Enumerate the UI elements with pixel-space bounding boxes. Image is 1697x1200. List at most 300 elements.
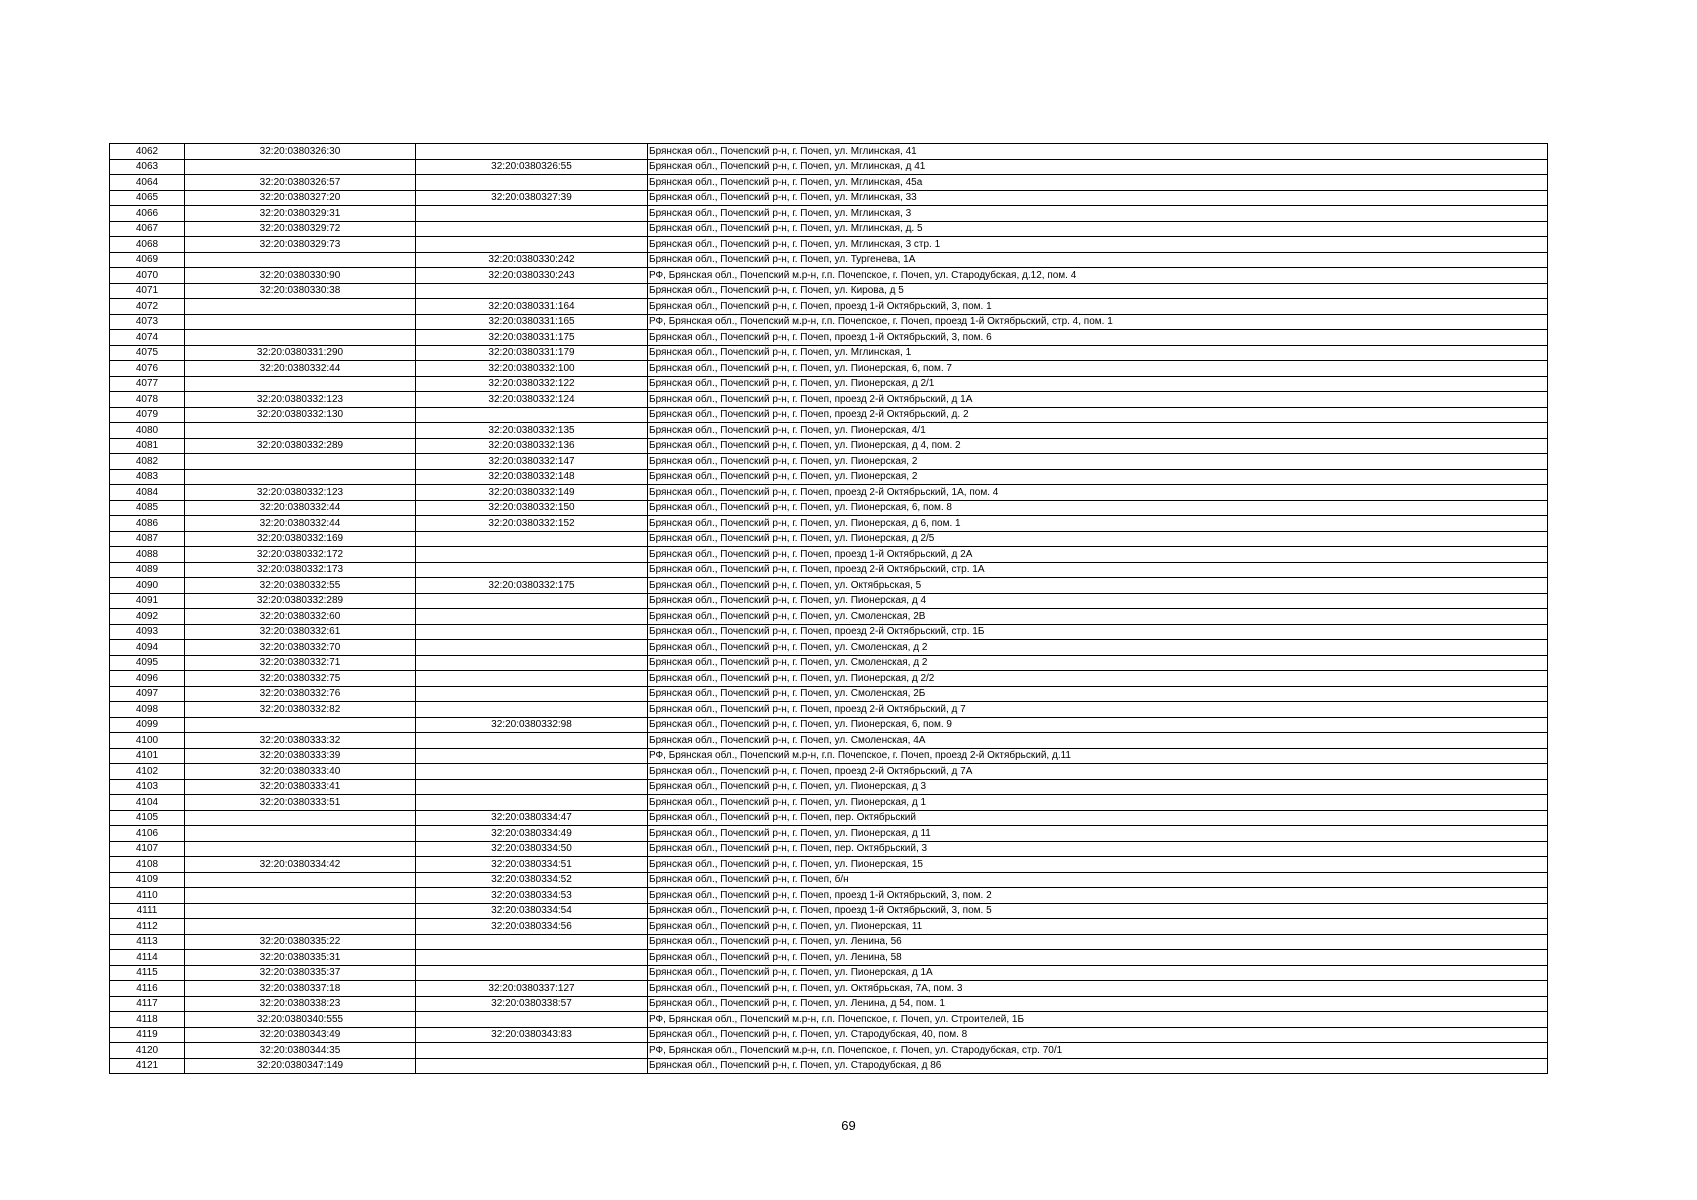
cadastral-number-cell [185,454,416,470]
cadastral-number-cell: 32:20:0380332:61 [185,624,416,640]
row-number: 4093 [110,624,185,640]
cadastral-number-cell: 32:20:0380332:70 [185,640,416,656]
row-number: 4071 [110,283,185,299]
table-row [110,531,1548,547]
related-cadastral-number-cell: 32:20:0380331:164 [416,299,648,315]
row-number: 4082 [110,454,185,470]
address-cell: Брянская обл., Почепский р-н, г. Почеп, ул. Стародубская, 40, пом. 8 [648,1027,1548,1043]
related-cadastral-number-cell: 32:20:0380332:135 [416,423,648,439]
related-cadastral-number-cell: 32:20:0380332:175 [416,578,648,594]
table-row [110,733,1548,749]
related-cadastral-number-cell [416,547,648,563]
row-number: 4072 [110,299,185,315]
related-cadastral-number-cell [416,1058,648,1074]
address-cell: Брянская обл., Почепский р-н, г. Почеп, ул. Смоленская, 2В [648,609,1548,625]
row-number: 4090 [110,578,185,594]
row-number: 4096 [110,671,185,687]
related-cadastral-number-cell [416,748,648,764]
related-cadastral-number-cell: 32:20:0380334:49 [416,826,648,842]
address-cell: Брянская обл., Почепский р-н, г. Почеп, ул. Стародубская, д 86 [648,1058,1548,1074]
address-cell: Брянская обл., Почепский р-н, г. Почеп, ул. Мглинская, 45а [648,175,1548,191]
cadastral-number-cell: 32:20:0380335:31 [185,950,416,966]
address-cell: РФ, Брянская обл., Почепский м.р-н, г.п. Почепское, г. Почеп, проезд 1-й Октябрьский, стр. 4, пом. 1 [648,314,1548,330]
cadastral-number-cell: 32:20:0380334:42 [185,857,416,873]
row-number: 4094 [110,640,185,656]
address-cell: Брянская обл., Почепский р-н, г. Почеп, ул. Смоленская, 2Б [648,686,1548,702]
row-number: 4091 [110,593,185,609]
related-cadastral-number-cell: 32:20:0380327:39 [416,190,648,206]
row-number: 4063 [110,159,185,175]
related-cadastral-number-cell: 32:20:0380334:51 [416,857,648,873]
row-number: 4106 [110,826,185,842]
table-row [110,144,1548,160]
table-row [110,686,1548,702]
row-number: 4109 [110,872,185,888]
cadastral-number-cell: 32:20:0380333:40 [185,764,416,780]
related-cadastral-number-cell: 32:20:0380332:136 [416,438,648,454]
row-number: 4074 [110,330,185,346]
related-cadastral-number-cell: 32:20:0380332:122 [416,376,648,392]
cadastral-number-cell: 32:20:0380326:30 [185,144,416,160]
row-number: 4095 [110,655,185,671]
table-row [110,593,1548,609]
address-cell: Брянская обл., Почепский р-н, г. Почеп, ул. Мглинская, 3 [648,206,1548,222]
row-number: 4110 [110,888,185,904]
address-cell: Брянская обл., Почепский р-н, г. Почеп, ул. Пионерская, 4/1 [648,423,1548,439]
address-cell: Брянская обл., Почепский р-н, г. Почеп, ул. Пионерская, д 3 [648,779,1548,795]
related-cadastral-number-cell [416,795,648,811]
row-number: 4078 [110,392,185,408]
related-cadastral-number-cell: 32:20:0380337:127 [416,981,648,997]
related-cadastral-number-cell [416,206,648,222]
cadastral-number-cell: 32:20:0380329:72 [185,221,416,237]
row-number: 4112 [110,919,185,935]
row-number: 4097 [110,686,185,702]
address-cell: Брянская обл., Почепский р-н, г. Почеп, проезд 1-й Октябрьский, 3, пом. 6 [648,330,1548,346]
cadastral-number-cell: 32:20:0380332:55 [185,578,416,594]
table-row [110,609,1548,625]
cadastral-number-cell [185,469,416,485]
row-number: 4077 [110,376,185,392]
table-row [110,485,1548,501]
cadastral-number-cell: 32:20:0380332:173 [185,562,416,578]
table-row [110,1043,1548,1059]
related-cadastral-number-cell [416,655,648,671]
table-row [110,857,1548,873]
row-number: 4085 [110,500,185,516]
cadastral-number-cell: 32:20:0380333:32 [185,733,416,749]
address-cell: РФ, Брянская обл., Почепский м.р-н, г.п. Почепское, г. Почеп, проезд 2-й Октябрьский, д.11 [648,748,1548,764]
row-number: 4103 [110,779,185,795]
related-cadastral-number-cell: 32:20:0380331:179 [416,345,648,361]
table-row [110,438,1548,454]
register-table-body [110,144,1548,1074]
row-number: 4104 [110,795,185,811]
table-row [110,175,1548,191]
row-number: 4101 [110,748,185,764]
cadastral-number-cell: 32:20:0380332:169 [185,531,416,547]
table-row [110,237,1548,253]
address-cell: Брянская обл., Почепский р-н, г. Почеп, ул. Пионерская, д 1 [648,795,1548,811]
table-row [110,748,1548,764]
table-row [110,500,1548,516]
cadastral-number-cell [185,717,416,733]
row-number: 4069 [110,252,185,268]
cadastral-number-cell: 32:20:0380326:57 [185,175,416,191]
table-row [110,516,1548,532]
row-number: 4070 [110,268,185,284]
address-cell: Брянская обл., Почепский р-н, г. Почеп, ул. Мглинская, 1 [648,345,1548,361]
address-cell: Брянская обл., Почепский р-н, г. Почеп, ул. Мглинская, 41 [648,144,1548,160]
related-cadastral-number-cell: 32:20:0380334:56 [416,919,648,935]
row-number: 4086 [110,516,185,532]
address-cell: РФ, Брянская обл., Почепский м.р-н, г.п. Почепское, г. Почеп, ул. Стародубская, стр. 70/1 [648,1043,1548,1059]
address-cell: Брянская обл., Почепский р-н, г. Почеп, б/н [648,872,1548,888]
related-cadastral-number-cell [416,671,648,687]
address-cell: Брянская обл., Почепский р-н, г. Почеп, ул. Пионерская, д 1А [648,965,1548,981]
related-cadastral-number-cell: 32:20:0380334:53 [416,888,648,904]
cadastral-number-cell: 32:20:0380330:38 [185,283,416,299]
related-cadastral-number-cell [416,779,648,795]
related-cadastral-number-cell [416,1043,648,1059]
row-number: 4099 [110,717,185,733]
table-row [110,1012,1548,1028]
cadastral-number-cell [185,888,416,904]
address-cell: Брянская обл., Почепский р-н, г. Почеп, ул. Пионерская, д 2/2 [648,671,1548,687]
related-cadastral-number-cell: 32:20:0380332:124 [416,392,648,408]
address-cell: Брянская обл., Почепский р-н, г. Почеп, ул. Мглинская, д 41 [648,159,1548,175]
table-row [110,190,1548,206]
table-row [110,562,1548,578]
table-row [110,314,1548,330]
address-cell: Брянская обл., Почепский р-н, г. Почеп, ул. Смоленская, д 2 [648,655,1548,671]
address-cell: Брянская обл., Почепский р-н, г. Почеп, ул. Октябрьская, 7А, пом. 3 [648,981,1548,997]
related-cadastral-number-cell [416,407,648,423]
table-row [110,330,1548,346]
cadastral-number-cell [185,330,416,346]
address-cell: Брянская обл., Почепский р-н, г. Почеп, пер. Октябрьский, 3 [648,841,1548,857]
related-cadastral-number-cell [416,965,648,981]
table-row [110,965,1548,981]
related-cadastral-number-cell [416,1012,648,1028]
table-row [110,872,1548,888]
address-cell: Брянская обл., Почепский р-н, г. Почеп, проезд 2-й Октябрьский, 1А, пом. 4 [648,485,1548,501]
row-number: 4079 [110,407,185,423]
address-cell: Брянская обл., Почепский р-н, г. Почеп, ул. Пионерская, 2 [648,454,1548,470]
row-number: 4092 [110,609,185,625]
cadastral-number-cell: 32:20:0380327:20 [185,190,416,206]
table-row [110,996,1548,1012]
related-cadastral-number-cell: 32:20:0380332:150 [416,500,648,516]
table-row [110,702,1548,718]
row-number: 4117 [110,996,185,1012]
address-cell: Брянская обл., Почепский р-н, г. Почеп, ул. Смоленская, д 2 [648,640,1548,656]
related-cadastral-number-cell: 32:20:0380334:47 [416,810,648,826]
cadastral-number-cell: 32:20:0380329:73 [185,237,416,253]
address-cell: Брянская обл., Почепский р-н, г. Почеп, проезд 1-й Октябрьский, д 2А [648,547,1548,563]
row-number: 4083 [110,469,185,485]
table-row [110,1027,1548,1043]
address-cell: Брянская обл., Почепский р-н, г. Почеп, ул. Тургенева, 1А [648,252,1548,268]
related-cadastral-number-cell: 32:20:0380334:52 [416,872,648,888]
address-cell: Брянская обл., Почепский р-н, г. Почеп, проезд 2-й Октябрьский, д 1А [648,392,1548,408]
table-row [110,655,1548,671]
row-number: 4113 [110,934,185,950]
related-cadastral-number-cell: 32:20:0380330:242 [416,252,648,268]
address-cell: Брянская обл., Почепский р-н, г. Почеп, ул. Октябрьская, 5 [648,578,1548,594]
table-row [110,1058,1548,1074]
table-row [110,454,1548,470]
related-cadastral-number-cell [416,593,648,609]
table-row [110,888,1548,904]
row-number: 4120 [110,1043,185,1059]
cadastral-number-cell: 32:20:0380332:60 [185,609,416,625]
related-cadastral-number-cell: 32:20:0380330:243 [416,268,648,284]
cadastral-number-cell: 32:20:0380333:41 [185,779,416,795]
cadastral-number-cell [185,252,416,268]
cadastral-number-cell [185,841,416,857]
address-cell: Брянская обл., Почепский р-н, г. Почеп, проезд 2-й Октябрьский, стр. 1А [648,562,1548,578]
address-cell: Брянская обл., Почепский р-н, г. Почеп, ул. Пионерская, 6, пом. 7 [648,361,1548,377]
page-number: 69 [841,1118,856,1133]
row-number: 4065 [110,190,185,206]
cadastral-number-cell: 32:20:0380335:22 [185,934,416,950]
cadastral-number-cell [185,810,416,826]
cadastral-number-cell: 32:20:0380329:31 [185,206,416,222]
table-row [110,392,1548,408]
cadastral-number-cell: 32:20:0380332:82 [185,702,416,718]
table-row [110,221,1548,237]
cadastral-number-cell: 32:20:0380330:90 [185,268,416,284]
row-number: 4114 [110,950,185,966]
table-row [110,841,1548,857]
table-row [110,950,1548,966]
related-cadastral-number-cell: 32:20:0380332:100 [416,361,648,377]
address-cell: Брянская обл., Почепский р-н, г. Почеп, ул. Пионерская, д 6, пом. 1 [648,516,1548,532]
address-cell: Брянская обл., Почепский р-н, г. Почеп, ул. Пионерская, д 11 [648,826,1548,842]
related-cadastral-number-cell [416,764,648,780]
related-cadastral-number-cell [416,624,648,640]
row-number: 4121 [110,1058,185,1074]
address-cell: Брянская обл., Почепский р-н, г. Почеп, проезд 2-й Октябрьский, д 7А [648,764,1548,780]
address-cell: Брянская обл., Почепский р-н, г. Почеп, ул. Мглинская, 33 [648,190,1548,206]
cadastral-number-cell: 32:20:0380332:76 [185,686,416,702]
row-number: 4084 [110,485,185,501]
row-number: 4119 [110,1027,185,1043]
cadastral-number-cell: 32:20:0380343:49 [185,1027,416,1043]
table-row [110,779,1548,795]
cadastral-number-cell: 32:20:0380331:290 [185,345,416,361]
table-row [110,795,1548,811]
address-cell: Брянская обл., Почепский р-н, г. Почеп, ул. Пионерская, д 2/1 [648,376,1548,392]
address-cell: Брянская обл., Почепский р-н, г. Почеп, ул. Пионерская, д 2/5 [648,531,1548,547]
related-cadastral-number-cell [416,237,648,253]
table-row [110,283,1548,299]
table-row [110,423,1548,439]
table-row [110,810,1548,826]
table-row [110,547,1548,563]
related-cadastral-number-cell: 32:20:0380331:175 [416,330,648,346]
row-number: 4089 [110,562,185,578]
address-cell: Брянская обл., Почепский р-н, г. Почеп, ул. Мглинская, д. 5 [648,221,1548,237]
address-cell: Брянская обл., Почепский р-н, г. Почеп, ул. Пионерская, 6, пом. 9 [648,717,1548,733]
cadastral-number-cell [185,376,416,392]
row-number: 4087 [110,531,185,547]
cadastral-number-cell: 32:20:0380332:123 [185,392,416,408]
cadastral-number-cell: 32:20:0380335:37 [185,965,416,981]
table-row [110,764,1548,780]
address-cell: Брянская обл., Почепский р-н, г. Почеп, проезд 1-й Октябрьский, 3, пом. 5 [648,903,1548,919]
row-number: 4081 [110,438,185,454]
address-cell: РФ, Брянская обл., Почепский м.р-н, г.п. Почепское, г. Почеп, ул. Стародубская, д.12, пом. 4 [648,268,1548,284]
related-cadastral-number-cell: 32:20:0380343:83 [416,1027,648,1043]
address-cell: Брянская обл., Почепский р-н, г. Почеп, проезд 2-й Октябрьский, д 7 [648,702,1548,718]
row-number: 4102 [110,764,185,780]
cadastral-number-cell [185,159,416,175]
cadastral-number-cell: 32:20:0380337:18 [185,981,416,997]
address-cell: Брянская обл., Почепский р-н, г. Почеп, проезд 1-й Октябрьский, 3, пом. 1 [648,299,1548,315]
related-cadastral-number-cell [416,733,648,749]
cadastral-number-cell: 32:20:0380333:51 [185,795,416,811]
address-cell: Брянская обл., Почепский р-н, г. Почеп, ул. Смоленская, 4А [648,733,1548,749]
related-cadastral-number-cell [416,609,648,625]
table-row [110,717,1548,733]
address-cell: Брянская обл., Почепский р-н, г. Почеп, ул. Ленина, 58 [648,950,1548,966]
table-row [110,934,1548,950]
cadastral-number-cell: 32:20:0380332:44 [185,516,416,532]
cadastral-number-cell [185,903,416,919]
address-cell: Брянская обл., Почепский р-н, г. Почеп, ул. Пионерская, 11 [648,919,1548,935]
row-number: 4098 [110,702,185,718]
cadastral-number-cell [185,314,416,330]
address-cell: Брянская обл., Почепский р-н, г. Почеп, пер. Октябрьский [648,810,1548,826]
related-cadastral-number-cell: 32:20:0380332:149 [416,485,648,501]
row-number: 4067 [110,221,185,237]
related-cadastral-number-cell: 32:20:0380332:152 [416,516,648,532]
row-number: 4118 [110,1012,185,1028]
address-cell: РФ, Брянская обл., Почепский м.р-н, г.п. Почепское, г. Почеп, ул. Строителей, 1Б [648,1012,1548,1028]
table-row [110,376,1548,392]
related-cadastral-number-cell [416,283,648,299]
table-row [110,299,1548,315]
related-cadastral-number-cell [416,702,648,718]
cadastral-number-cell: 32:20:0380347:149 [185,1058,416,1074]
row-number: 4064 [110,175,185,191]
related-cadastral-number-cell: 32:20:0380332:148 [416,469,648,485]
cadastral-number-cell: 32:20:0380332:289 [185,438,416,454]
cadastral-register-table [109,143,1548,1074]
address-cell: Брянская обл., Почепский р-н, г. Почеп, проезд 1-й Октябрьский, 3, пом. 2 [648,888,1548,904]
table-row [110,903,1548,919]
related-cadastral-number-cell: 32:20:0380332:98 [416,717,648,733]
related-cadastral-number-cell [416,562,648,578]
cadastral-number-cell [185,826,416,842]
related-cadastral-number-cell [416,934,648,950]
table-row [110,826,1548,842]
table-row [110,640,1548,656]
row-number: 4088 [110,547,185,563]
cadastral-number-cell: 32:20:0380340:555 [185,1012,416,1028]
cadastral-number-cell: 32:20:0380344:35 [185,1043,416,1059]
cadastral-number-cell: 32:20:0380332:172 [185,547,416,563]
cadastral-number-cell: 32:20:0380332:71 [185,655,416,671]
related-cadastral-number-cell: 32:20:0380334:50 [416,841,648,857]
table-row [110,345,1548,361]
row-number: 4076 [110,361,185,377]
row-number: 4075 [110,345,185,361]
table-row [110,919,1548,935]
address-cell: Брянская обл., Почепский р-н, г. Почеп, ул. Пионерская, 15 [648,857,1548,873]
address-cell: Брянская обл., Почепский р-н, г. Почеп, ул. Пионерская, 2 [648,469,1548,485]
address-cell: Брянская обл., Почепский р-н, г. Почеп, ул. Пионерская, д 4, пом. 2 [648,438,1548,454]
cadastral-number-cell: 32:20:0380332:289 [185,593,416,609]
related-cadastral-number-cell: 32:20:0380326:55 [416,159,648,175]
related-cadastral-number-cell [416,531,648,547]
related-cadastral-number-cell [416,175,648,191]
address-cell: Брянская обл., Почепский р-н, г. Почеп, ул. Пионерская, д 4 [648,593,1548,609]
related-cadastral-number-cell: 32:20:0380334:54 [416,903,648,919]
related-cadastral-number-cell [416,640,648,656]
row-number: 4073 [110,314,185,330]
address-cell: Брянская обл., Почепский р-н, г. Почеп, ул. Ленина, д 54, пом. 1 [648,996,1548,1012]
cadastral-number-cell: 32:20:0380338:23 [185,996,416,1012]
table-row [110,206,1548,222]
related-cadastral-number-cell: 32:20:0380332:147 [416,454,648,470]
address-cell: Брянская обл., Почепский р-н, г. Почеп, ул. Кирова, д 5 [648,283,1548,299]
table-row [110,578,1548,594]
row-number: 4107 [110,841,185,857]
cadastral-number-cell: 32:20:0380332:123 [185,485,416,501]
table-row [110,671,1548,687]
row-number: 4108 [110,857,185,873]
related-cadastral-number-cell [416,686,648,702]
table-row [110,252,1548,268]
table-row [110,624,1548,640]
row-number: 4115 [110,965,185,981]
address-cell: Брянская обл., Почепский р-н, г. Почеп, проезд 2-й Октябрьский, стр. 1Б [648,624,1548,640]
row-number: 4068 [110,237,185,253]
cadastral-number-cell: 32:20:0380332:130 [185,407,416,423]
cadastral-number-cell: 32:20:0380332:75 [185,671,416,687]
related-cadastral-number-cell [416,144,648,160]
table-row [110,407,1548,423]
table-row [110,159,1548,175]
row-number: 4062 [110,144,185,160]
related-cadastral-number-cell [416,221,648,237]
cadastral-number-cell: 32:20:0380332:44 [185,500,416,516]
address-cell: Брянская обл., Почепский р-н, г. Почеп, ул. Пионерская, 6, пом. 8 [648,500,1548,516]
table-row [110,469,1548,485]
row-number: 4066 [110,206,185,222]
cadastral-number-cell [185,299,416,315]
related-cadastral-number-cell: 32:20:0380331:165 [416,314,648,330]
related-cadastral-number-cell: 32:20:0380338:57 [416,996,648,1012]
cadastral-number-cell [185,423,416,439]
table-row [110,361,1548,377]
address-cell: Брянская обл., Почепский р-н, г. Почеп, ул. Мглинская, 3 стр. 1 [648,237,1548,253]
address-cell: Брянская обл., Почепский р-н, г. Почеп, ул. Ленина, 56 [648,934,1548,950]
row-number: 4100 [110,733,185,749]
row-number: 4111 [110,903,185,919]
cadastral-number-cell [185,919,416,935]
row-number: 4080 [110,423,185,439]
table-row [110,268,1548,284]
row-number: 4116 [110,981,185,997]
table-row [110,981,1548,997]
cadastral-number-cell [185,872,416,888]
cadastral-number-cell: 32:20:0380332:44 [185,361,416,377]
row-number: 4105 [110,810,185,826]
